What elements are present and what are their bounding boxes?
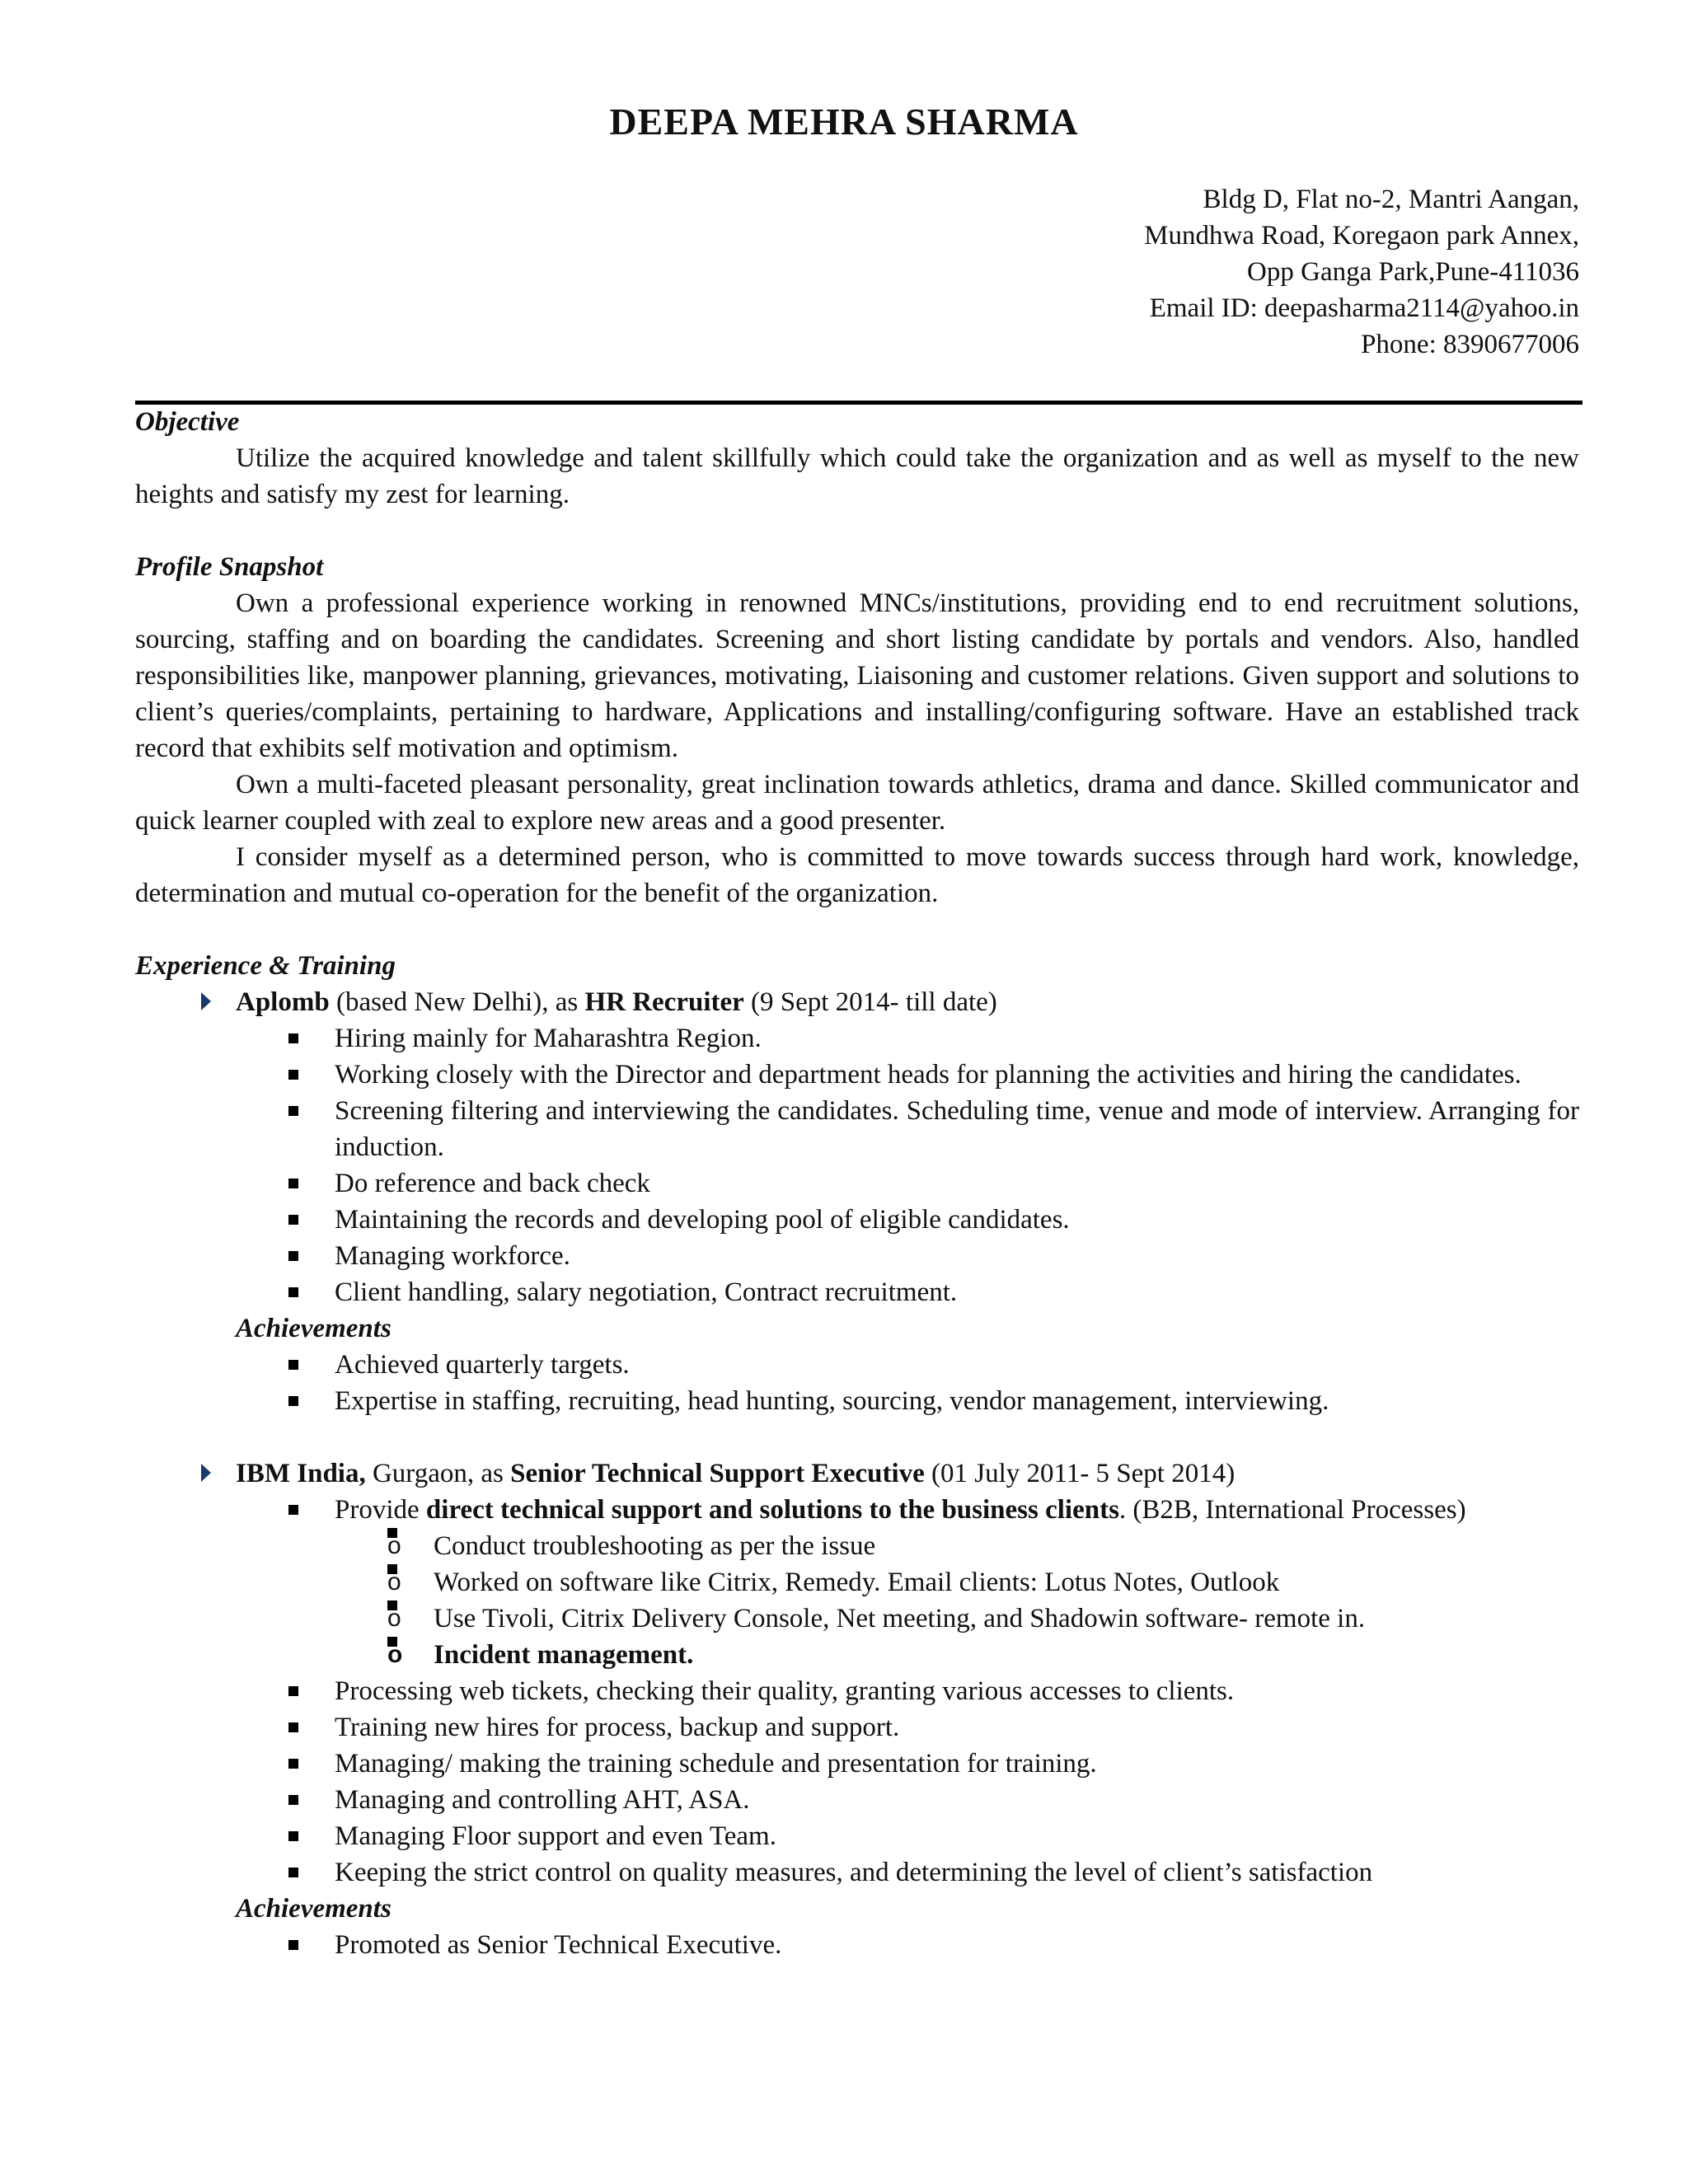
list-item: [335, 1492, 1579, 1673]
arrow-bullet-icon: [201, 1464, 211, 1482]
job-header: [236, 984, 1579, 1020]
bullet-bold: direct technical support and solutions to the business clients: [425, 1495, 1119, 1525]
sub-list-item: o Worked on software like Citrix, Remedy. Email clients: Lotus Notes, Outlook: [434, 1564, 1579, 1601]
email-line: Email ID: deepasharma2114@yahoo.in: [1149, 293, 1579, 323]
profile-paragraph: I consider myself as a determined person, who is committed to move towards success through hard work, knowledge, determination and mutual co-operation for the benefit of the organization.: [135, 842, 1579, 908]
resume-content: [135, 404, 1579, 1963]
job-location: (based New Delhi), as: [329, 987, 585, 1017]
job-location: Gurgaon, as: [365, 1459, 511, 1488]
list-item: Client handling, salary negotiation, Contract recruitment.: [335, 1274, 1579, 1310]
job-header: [236, 1455, 1579, 1492]
list-item: Training new hires for process, backup and support.: [335, 1709, 1579, 1746]
objective-heading: Objective: [135, 407, 240, 437]
sub-list: [335, 1528, 1579, 1673]
sub-list-item: o Incident management.: [434, 1637, 1579, 1673]
list-item: Managing Floor support and even Team.: [335, 1818, 1579, 1854]
bullet-prefix: Provide: [335, 1495, 426, 1525]
job-period: (9 Sept 2014- till date): [743, 987, 997, 1017]
phone-line: Phone: 8390677006: [1361, 330, 1579, 359]
sub-list-item: o Use Tivoli, Citrix Delivery Console, Net meeting, and Shadowin software- remote in.: [434, 1601, 1579, 1637]
job-role: Senior Technical Support Executive: [510, 1459, 925, 1488]
list-item: Processing web tickets, checking their quality, granting various accesses to clients.: [335, 1673, 1579, 1709]
address-line: Bldg D, Flat no-2, Mantri Aangan,: [1203, 185, 1579, 214]
job-ibm: [135, 1455, 1579, 1963]
address-line: Mundhwa Road, Koregaon park Annex,: [1144, 221, 1579, 251]
company-name: IBM India,: [236, 1459, 366, 1488]
profile-paragraph: Own a professional experience working in renowned MNCs/institutions, providing end to end recruitment solutions, sourcing, staffing and on boarding the candidates. Screening and short listing candidate by portals and vendors. Also, handled responsibilities like, manpower planning, grievances, motivating, Liaisoning and customer relations. Given support and solutions to client’s queries/complaints, pertaining to hardware, Applications and installing/configuring software. Have an established track record that exhibits self motivation and optimism.: [135, 588, 1579, 763]
list-item: Managing workforce.: [335, 1238, 1579, 1274]
list-item: Achieved quarterly targets.: [335, 1347, 1579, 1383]
achievements-heading: Achievements: [236, 1314, 392, 1343]
contact-block: [837, 181, 1579, 363]
duties-list: [236, 1020, 1579, 1310]
achievements-heading: Achievements: [236, 1894, 392, 1924]
experience-heading: Experience & Training: [135, 951, 396, 981]
sub-list-item: o Conduct troubleshooting as per the issue: [434, 1528, 1579, 1564]
achievements-list: [236, 1347, 1579, 1419]
list-item: Screening filtering and interviewing the candidates. Scheduling time, venue and mode of interview. Arranging for induction.: [335, 1093, 1579, 1165]
profile-heading: Profile Snapshot: [135, 552, 324, 582]
duties-list: [236, 1492, 1579, 1891]
job-aplomb: [135, 984, 1579, 1419]
company-name: Aplomb: [236, 987, 330, 1017]
list-item: Working closely with the Director and department heads for planning the activities and hiring the candidates.: [335, 1057, 1579, 1093]
profile-paragraph: Own a multi-faceted pleasant personality, great inclination towards athletics, drama and dance. Skilled communicator and quick learner coupled with zeal to explore new areas and a good presenter.: [135, 770, 1579, 836]
objective-text: Utilize the acquired knowledge and talent skillfully which could take the organization and as well as myself to the new heights and satisfy my zest for learning.: [135, 443, 1579, 509]
arrow-bullet-icon: [201, 992, 211, 1010]
candidate-name: DEEPA MEHRA SHARMA: [609, 101, 1079, 143]
job-period: (01 July 2011- 5 Sept 2014): [924, 1459, 1236, 1488]
achievements-list: [236, 1927, 1579, 1963]
list-item: Hiring mainly for Maharashtra Region.: [335, 1020, 1579, 1057]
list-item: Keeping the strict control on quality measures, and determining the level of client’s satisfaction: [335, 1854, 1579, 1891]
job-role: HR Recruiter: [584, 987, 744, 1017]
bullet-suffix: . (B2B, International Processes): [1118, 1495, 1466, 1525]
list-item: Do reference and back check: [335, 1165, 1579, 1202]
address-line: Opp Ganga Park,Pune-411036: [1247, 257, 1579, 287]
list-item: Promoted as Senior Technical Executive.: [335, 1927, 1579, 1963]
list-item: Managing and controlling AHT, ASA.: [335, 1782, 1579, 1818]
list-item: Expertise in staffing, recruiting, head hunting, sourcing, vendor management, interviewing.: [335, 1383, 1579, 1419]
list-item: Maintaining the records and developing pool of eligible candidates.: [335, 1202, 1579, 1238]
list-item: Managing/ making the training schedule and presentation for training.: [335, 1746, 1579, 1782]
